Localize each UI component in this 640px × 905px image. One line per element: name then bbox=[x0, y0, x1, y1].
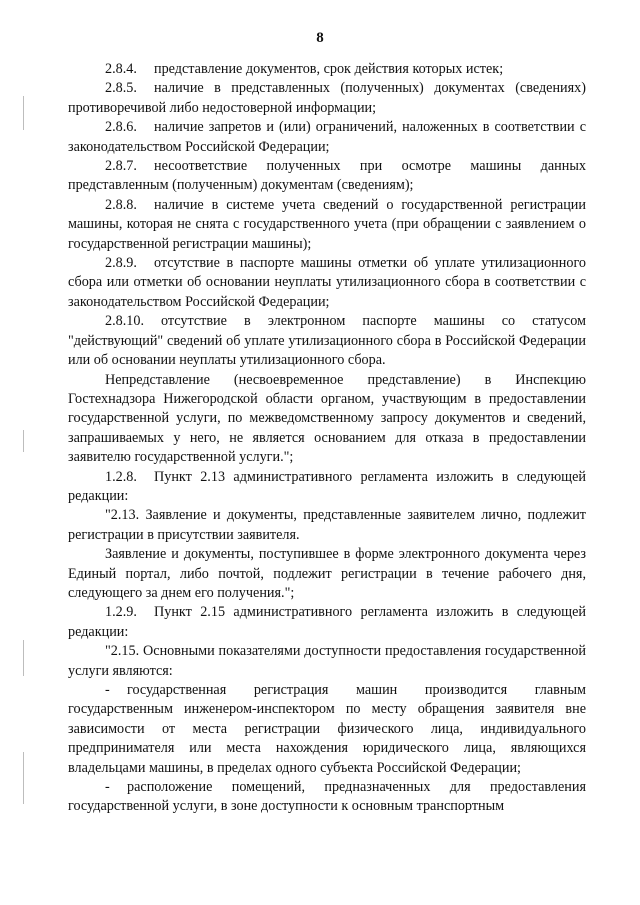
paragraph-2-8-10 bbox=[68, 312, 586, 370]
scan-artifact-line bbox=[23, 96, 24, 130]
item-number: 2.8.6. bbox=[105, 119, 137, 136]
paragraph-text: Пункт 2.13 административного регламента изложить в следующей редакции: bbox=[68, 468, 586, 504]
item-number: 2.8.4. bbox=[105, 61, 137, 77]
scan-artifact-line bbox=[23, 640, 24, 676]
bullet-registration bbox=[68, 681, 586, 778]
item-number: 2.8.5. bbox=[105, 80, 137, 97]
item-number: 1.2.9. bbox=[105, 604, 137, 621]
paragraph-2-8-4 bbox=[68, 60, 586, 79]
paragraph-text: Непредставление (несвоевременное представление) в Инспекцию Гостехнадзора Нижегородской области органом, участвующим в предоставлении государственной услуги, по межведомственному запросу документов и сведений, запрашиваемых у него, не является основанием для отказа в предоставлении заявителю государственной услуги."; bbox=[68, 371, 586, 466]
paragraph-text: наличие в представленных (полученных) документах (сведениях) противоречивой либо недостоверной информации; bbox=[68, 80, 586, 116]
paragraph-2-8-6 bbox=[68, 118, 586, 157]
scan-artifact-line bbox=[23, 430, 24, 452]
paragraph-2-13 bbox=[68, 506, 586, 545]
paragraph-nonsubmission bbox=[68, 371, 586, 468]
paragraph-text: "2.15. Основными показателями доступности предоставления государственной услуги являются: bbox=[68, 643, 586, 679]
document-body bbox=[68, 60, 586, 817]
paragraph-2-8-9 bbox=[68, 254, 586, 312]
paragraph-text: наличие в системе учета сведений о государственной регистрации машины, которая не снята с государственного учета (при обращении с заявлением о государственной регистрации машины); bbox=[68, 196, 586, 252]
item-number: 1.2.8. bbox=[105, 468, 137, 485]
paragraph-2-8-7 bbox=[68, 157, 586, 196]
bullet-marker: - bbox=[105, 682, 110, 698]
paragraph-text: Пункт 2.15 административного регламента изложить в следующей редакции: bbox=[68, 604, 586, 640]
paragraph-electronic-submission bbox=[68, 545, 586, 603]
paragraph-text: Заявление и документы, поступившее в форме электронного документа через Единый портал, либо почтой, подлежит регистрации в течение рабочего дня, следующего за днем его получения."; bbox=[68, 546, 586, 601]
paragraph-text: несоответствие полученных при осмотре машины данных представленным (полученным) документам (сведениям); bbox=[68, 158, 586, 194]
paragraph-2-15 bbox=[68, 642, 586, 681]
paragraph-text: наличие запретов и (или) ограничений, наложенных в соответствии с законодательством Российской Федерации; bbox=[68, 119, 586, 155]
bullet-premises bbox=[68, 778, 586, 817]
paragraph-text: отсутствие в паспорте машины отметки об уплате утилизационного сбора или отметки об основании неуплаты утилизационного сбора в соответствии с законодательством Российской Федерации; bbox=[68, 255, 586, 310]
paragraph-text: представление документов, срок действия которых истек; bbox=[154, 61, 504, 77]
paragraph-text: государственная регистрация машин производится главным государственным инженером-инспектором по месту обращения заявителя вне зависимости от места регистрации физического лица, индивидуального предпринимателя или места нахождения юридического лица, являющихся владельцами машины, в пределах одного субъекта Российской Федерации; bbox=[68, 682, 586, 776]
bullet-marker: - bbox=[105, 779, 110, 796]
paragraph-text: "2.13. Заявление и документы, представленные заявителем лично, подлежит регистрации в присутствии заявителя. bbox=[68, 507, 586, 543]
paragraph-1-2-8 bbox=[68, 468, 586, 507]
item-number: 2.8.7. bbox=[105, 158, 137, 175]
paragraph-1-2-9 bbox=[68, 603, 586, 642]
item-number: 2.8.10. bbox=[105, 313, 145, 330]
item-number: 2.8.8. bbox=[105, 196, 137, 213]
paragraph-2-8-5 bbox=[68, 79, 586, 118]
paragraph-text: отсутствие в электронном паспорте машины со статусом "действующий" сведений об уплате утилизационного сбора в Российской Федерации или об основании неуплаты утилизационного сбора. bbox=[68, 313, 586, 369]
paragraph-text: расположение помещений, предназначенных для предоставления государственной услуги, в зоне доступности к основным транспортным bbox=[68, 779, 586, 815]
page-number: 8 bbox=[316, 30, 324, 46]
item-number: 2.8.9. bbox=[105, 255, 137, 272]
paragraph-2-8-8 bbox=[68, 196, 586, 254]
scan-artifact-line bbox=[23, 752, 24, 804]
